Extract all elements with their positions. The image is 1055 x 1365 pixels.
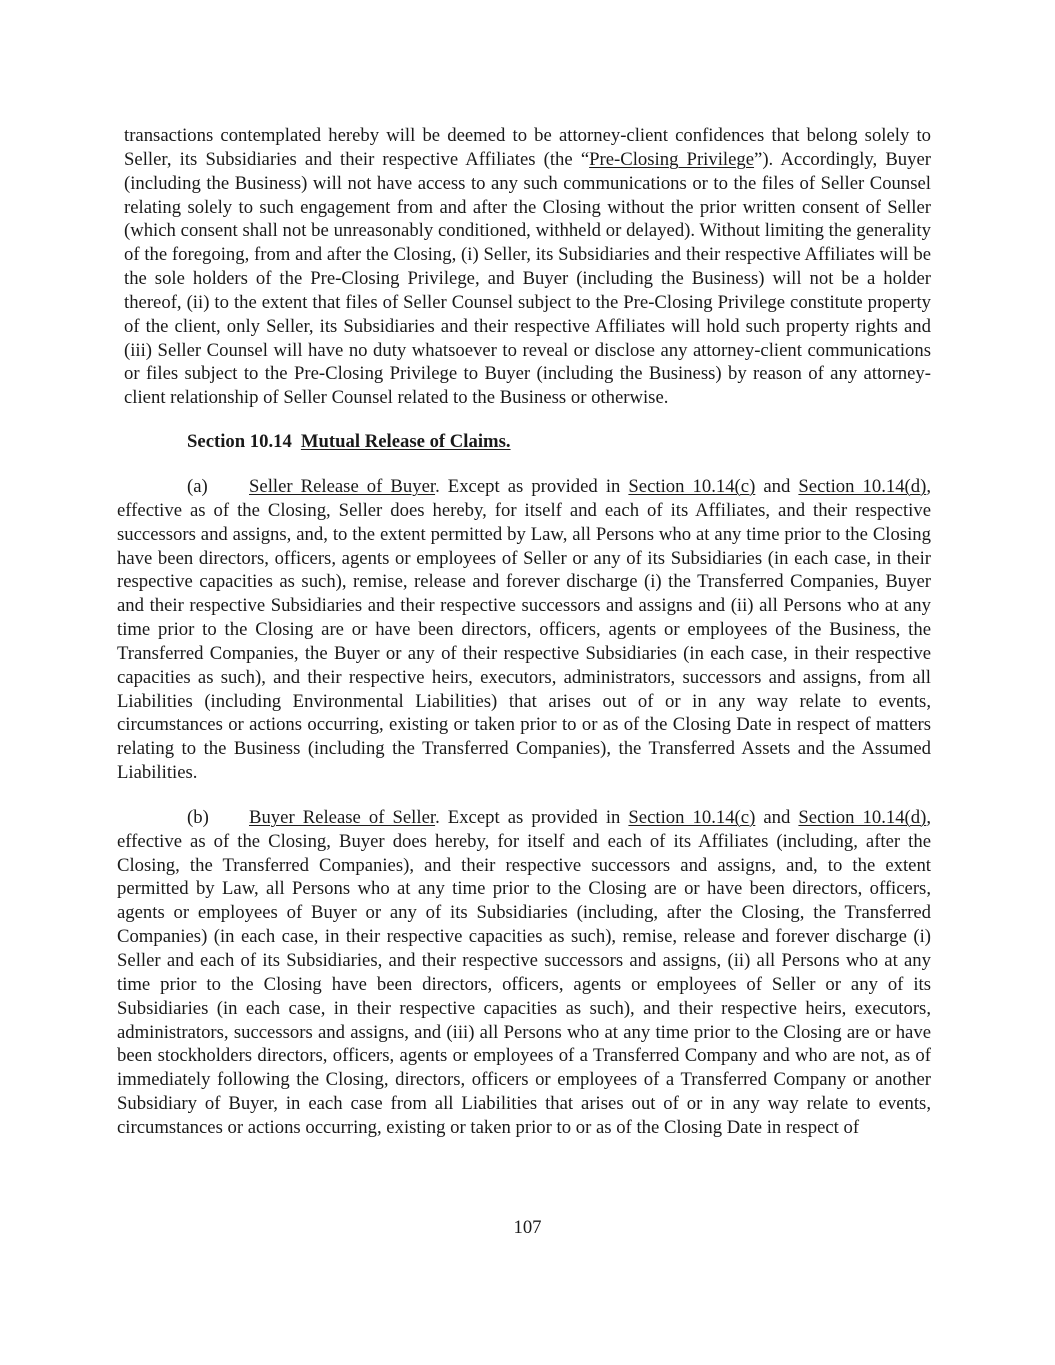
subsection-b-text-1: . Except as provided in xyxy=(435,806,629,828)
page-number: 107 xyxy=(513,1217,542,1238)
section-title: Mutual Release of Claims. xyxy=(300,431,511,453)
subsection-a-text-3: , effective as of the Closing, Seller does hereby, for itself and each of its Affiliates, and their respective successors and assigns, and, to the extent permitted by Law, all Persons who at any time prior to the Closing have been directors, officers, agents or employees of Seller or any of its Subsidiaries (in each case, in their respective capacities as such), remise, release and forever discharge (i) the Transferred Companies, Buyer and their respective Subsidiaries and their respective successors and assigns and (ii) all Persons who at any time prior to the Closing are or have been directors, officers, agents or employees of the Business, the Transferred Companies, the Buyer or any of their respective Subsidiaries (in each case, in their respective capacities as such), and their respective heirs, executors, administrators, successors and assigns, from all Liabilities (including Environmental Liabilities) that arises out of or in any way relate to events, circumstances or actions occurring, existing or taken prior to or as of the Closing Date in respect of matters relating to the Business (including the Transferred Companies), the Transferred Assets and the Assumed Liabilities. xyxy=(117,475,932,784)
subsection-a-label: (a) xyxy=(187,475,208,497)
subsection-b-label: (b) xyxy=(187,806,209,828)
subsection-a-text-1: . Except as provided in xyxy=(435,475,629,497)
subsection-b-ref-d: Section 10.14(d) xyxy=(798,806,927,828)
section-heading xyxy=(117,430,931,454)
subsection-b-ref-c: Section 10.14(c) xyxy=(628,806,756,828)
page-body xyxy=(117,124,931,1140)
subsection-b xyxy=(117,806,931,1140)
subsection-b-text-2: and xyxy=(755,806,799,828)
subsection-b-text-3: , effective as of the Closing, Buyer does hereby, for itself and each of its Affiliates (including, after the Closing, the Transferred Companies), and their respective successors and assigns, and, to the extent permitted by Law, all Persons who at any time prior to the Closing are or have been directors, officers, agents or employees of Buyer or any of its Subsidiaries (including, after the Closing, the Transferred Companies) (in each case, in their respective capacities as such), remise, release and forever discharge (i) Seller and each of its Subsidiaries, and their respective successors and assigns, (ii) all Persons who at any time prior to the Closing have been directors, officers, agents or employees of Seller or any of its Subsidiaries (in each case, in their respective capacities as such), and their respective heirs, executors, administrators, successors and assigns, and (iii) all Persons who at any time prior to the Closing are or have been stockholders directors, officers, agents or employees of a Transferred Company and who are not, as of immediately following the Closing, directors, officers or employees of a Transferred Company or another Subsidiary of Buyer, in each case from all Liabilities that arises out of or in any way relate to events, circumstances or actions occurring, existing or taken prior to or as of the Closing Date in respect of xyxy=(117,806,932,1138)
defined-term-pre-closing-privilege: Pre-Closing Privilege xyxy=(589,148,755,170)
carryover-text-1: transactions contemplated hereby will be deemed to be attorney-client confidences that belong solely to Seller, its Subsidiaries and their respective Affiliates (the “ xyxy=(124,125,931,170)
subsection-a-heading: Seller Release of Buyer xyxy=(249,475,436,497)
subsection-a-ref-d: Section 10.14(d) xyxy=(798,475,927,497)
carryover-text-2: ”). Accordingly, Buyer (including the Business) will not have access to any such communications or to the files of Seller Counsel relating solely to such engagement from and after the Closing without the prior written consent of Seller (which consent shall not be unreasonably conditioned, withheld or delayed). Without limiting the generality of the foregoing, from and after the Closing, (i) Seller, its Subsidiaries and their respective Affiliates will be the sole holders of the Pre-Closing Privilege, and Buyer (including the Business) will not be a holder thereof, (ii) to the extent that files of Seller Counsel subject to the Pre-Closing Privilege constitute property of the client, only Seller, its Subsidiaries and their respective Affiliates will hold such property rights and (iii) Seller Counsel will have no duty whatsoever to reveal or disclose any attorney-client communications or files subject to the Pre-Closing Privilege to Buyer (including the Business) by reason of any attorney-client relationship of Seller Counsel related to the Business or otherwise. xyxy=(124,148,931,409)
section-number: Section 10.14 xyxy=(187,431,292,453)
subsection-a-ref-c: Section 10.14(c) xyxy=(628,475,756,497)
carryover-paragraph xyxy=(117,124,931,410)
subsection-a-text-2: and xyxy=(755,475,799,497)
subsection-a xyxy=(117,475,931,785)
subsection-b-heading: Buyer Release of Seller xyxy=(249,806,436,828)
